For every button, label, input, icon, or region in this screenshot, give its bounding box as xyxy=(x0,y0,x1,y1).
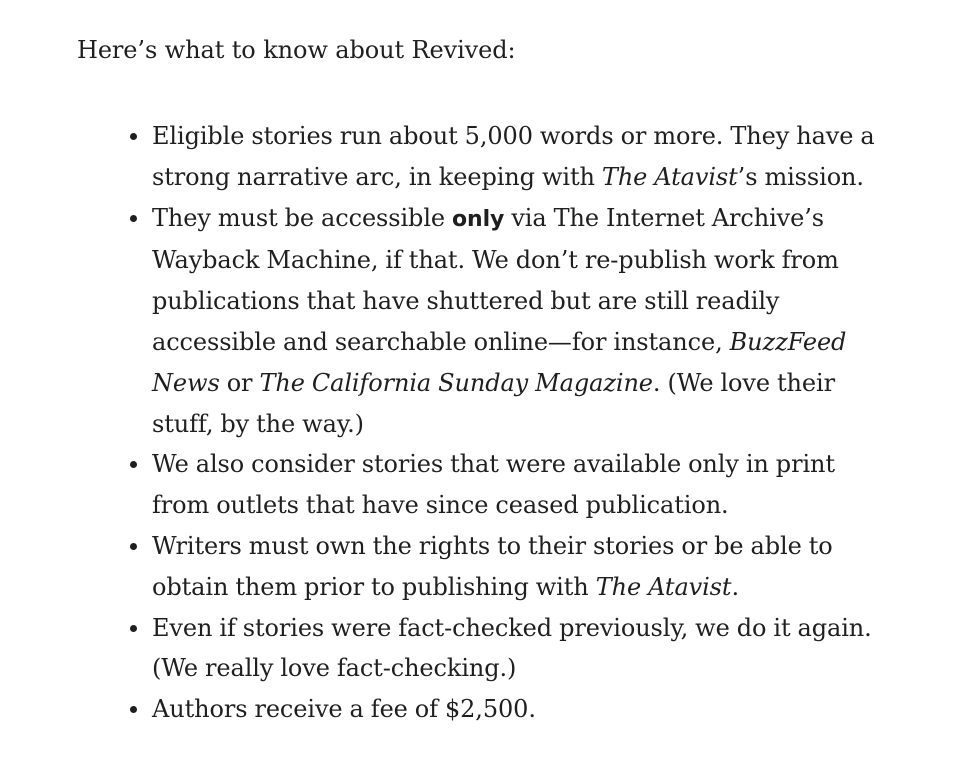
item-text: ’s mission. xyxy=(737,162,864,191)
item-text: Even if stories were fact-checked previously, we do it again. (We really love fact-checking.) xyxy=(152,613,872,683)
item-text: . (We love their stuff, by the way.) xyxy=(152,368,835,438)
publication-title: The California Sunday Magazine xyxy=(259,368,653,397)
bullet-icon xyxy=(130,215,137,222)
item-text: or xyxy=(219,368,260,397)
list-item xyxy=(152,689,897,730)
publication-title: The Atavist xyxy=(595,572,732,601)
list-item xyxy=(152,116,897,198)
publication-title: BuzzFeed News xyxy=(152,327,847,397)
item-text: We also consider stories that were available only in print from outlets that have since ceased publication. xyxy=(152,450,835,520)
bullet-icon xyxy=(130,461,137,468)
eligibility-list xyxy=(77,116,897,730)
emphasis-only: only xyxy=(452,206,505,232)
list-item xyxy=(152,608,897,690)
bullet-icon xyxy=(130,543,137,550)
bullet-icon xyxy=(130,625,137,632)
list-item xyxy=(152,198,897,445)
list-item xyxy=(152,526,897,608)
bullet-icon xyxy=(130,133,137,140)
item-text: Eligible stories run about 5,000 words or more. They have a strong narrative arc, in keeping with xyxy=(152,122,875,191)
bullet-icon xyxy=(130,706,137,713)
item-text: . xyxy=(731,572,739,601)
item-text: Authors receive a fee of $2,500. xyxy=(152,695,536,724)
article-body xyxy=(77,30,897,730)
list-item xyxy=(152,444,897,526)
publication-title: The Atavist xyxy=(601,162,738,191)
item-text: They must be accessible xyxy=(152,203,453,232)
intro-paragraph: Here’s what to know about Revived: xyxy=(77,36,516,64)
item-text: Writers must own the rights to their stories or be able to obtain them prior to publishing with xyxy=(152,531,833,601)
item-text: via The Internet Archive’s Wayback Machine, if that. We don’t re-publish work from publications that have shuttered but are still readily accessible and searchable online—for instance, xyxy=(152,203,839,356)
